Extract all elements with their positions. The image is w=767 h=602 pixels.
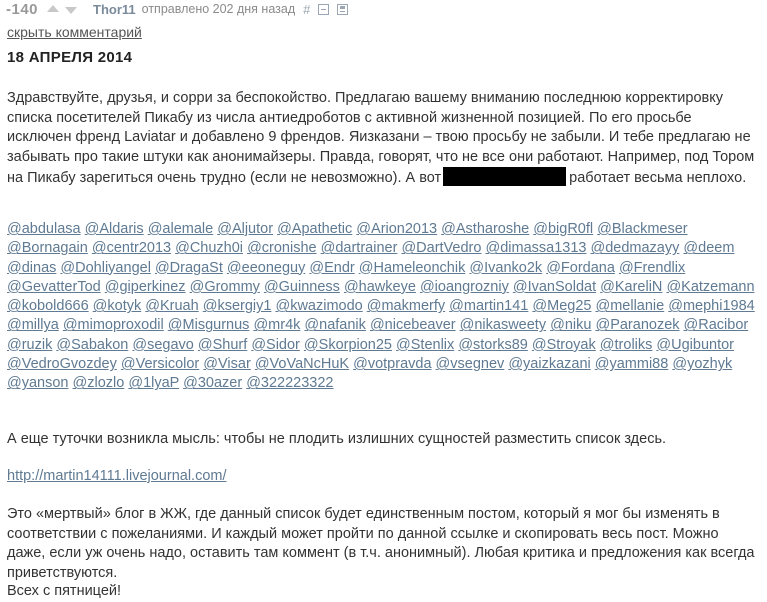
intro-text-end: работает весьма неплохо. — [569, 170, 747, 186]
mention-link[interactable]: @millya — [7, 317, 59, 334]
mention-link[interactable]: @Meg25 — [532, 298, 592, 315]
mention-link[interactable]: @Frendlix — [618, 259, 686, 276]
mention-link[interactable]: @GevatterTod — [7, 278, 101, 295]
mention-link[interactable]: @Aljutor — [217, 221, 274, 237]
mention-link[interactable]: @Dohliyangel — [60, 259, 151, 276]
mention-link[interactable]: @Bornagain — [7, 240, 88, 257]
mention-link[interactable]: @mephi1984 — [668, 298, 755, 315]
post-date: 18 АПРЕЛЯ 2014 — [7, 49, 133, 66]
livejournal-link[interactable]: http://martin14111.livejournal.com/ — [7, 468, 227, 484]
mention-link[interactable]: @deem — [683, 240, 735, 257]
mention-link[interactable]: @Stenlix — [396, 336, 455, 353]
mention-link[interactable]: @IvanSoldat — [512, 278, 597, 295]
mention-link[interactable]: @Misgurnus — [167, 317, 250, 334]
mention-link[interactable]: @makmerfy — [366, 298, 446, 315]
mention-link[interactable]: @Blackmeser — [597, 221, 688, 237]
mention-link[interactable]: @eeoneguy — [226, 259, 306, 276]
mention-link[interactable]: @giperkinez — [104, 278, 186, 295]
mention-link[interactable]: @Sidor — [251, 336, 300, 353]
mention-link[interactable]: @zlozlo — [72, 375, 125, 392]
mention-link[interactable]: @Katzemann — [666, 278, 755, 295]
mention-link[interactable]: @storks89 — [458, 336, 528, 353]
mention-link[interactable]: @nikasweety — [459, 317, 547, 334]
intro-paragraph — [7, 89, 759, 189]
mention-link[interactable]: @yanson — [7, 375, 69, 392]
mention-link[interactable]: @segavo — [132, 336, 194, 353]
mention-link[interactable]: @alemale — [147, 221, 214, 237]
mentions-list — [7, 220, 759, 394]
vote-up-icon[interactable] — [47, 5, 59, 12]
mention-link[interactable]: @Sabakon — [56, 336, 129, 353]
mention-link[interactable]: @Visar — [203, 356, 251, 373]
save-icon[interactable] — [337, 4, 348, 15]
mention-link[interactable]: @kobold666 — [7, 298, 89, 315]
mention-link[interactable]: @Arion2013 — [356, 221, 438, 237]
mention-link[interactable]: @dedmazayy — [590, 240, 680, 257]
redacted-block — [443, 167, 566, 186]
mention-link[interactable]: @Shurf — [197, 336, 248, 353]
mention-link[interactable]: @KareliN — [600, 278, 663, 295]
mention-link[interactable]: @322223322 — [246, 375, 334, 392]
comment-posted-time: отправлено 202 дня назад — [141, 2, 296, 16]
mention-link[interactable]: @nicebeaver — [369, 317, 456, 334]
mention-link[interactable]: @1lyaP — [128, 375, 180, 392]
mention-link[interactable]: @dimassa1313 — [485, 240, 587, 257]
mention-link[interactable]: @Guinness — [263, 278, 340, 295]
mention-link[interactable]: @ksergiy1 — [202, 298, 272, 315]
mention-link[interactable]: @cronishe — [247, 240, 317, 257]
mention-link[interactable]: @niku — [550, 317, 592, 334]
mention-link[interactable]: @yozhyk — [672, 356, 733, 373]
permalink-icon[interactable]: # — [303, 1, 311, 17]
mention-link[interactable]: @Ivanko2k — [469, 259, 543, 276]
mention-link[interactable]: @VedroGvozdey — [7, 356, 117, 373]
mention-link[interactable]: @votpravda — [353, 356, 432, 373]
mention-link[interactable]: @mimoproxodil — [62, 317, 164, 334]
mention-link[interactable]: @Grommy — [189, 278, 260, 295]
mention-link[interactable]: @centr2013 — [91, 240, 172, 257]
mention-link[interactable]: @mr4k — [253, 317, 301, 334]
mention-link[interactable]: @kotyk — [92, 298, 142, 315]
mention-link[interactable]: @Paranozek — [595, 317, 680, 334]
mention-link[interactable]: @martin141 — [449, 298, 529, 315]
hide-comment-link[interactable]: скрыть комментарий — [7, 24, 142, 40]
collapse-icon[interactable] — [318, 4, 329, 15]
mention-link[interactable]: @Apathetic — [277, 221, 353, 237]
mention-link[interactable]: @Fordana — [546, 259, 615, 276]
mention-link[interactable]: @Hameleonchik — [358, 259, 466, 276]
mention-link[interactable]: @mellanie — [595, 298, 665, 315]
closing-line: Всех с пятницей! — [7, 583, 122, 599]
comment-header — [0, 0, 348, 18]
mention-link[interactable]: @bigR0fl — [533, 221, 594, 237]
comment-author[interactable]: Thor11 — [93, 1, 136, 17]
mention-link[interactable]: @ioangrozniy — [419, 278, 509, 295]
mention-link[interactable]: @Astharoshe — [441, 221, 530, 237]
mention-link[interactable]: @Kruah — [145, 298, 199, 315]
blog-description-paragraph: Это «мертвый» блог в ЖЖ, где данный список будет единственным постом, который я мог бы изменять в соответствии с пожеланиями. И каждый может пройти по данной ссылке и скопировать весь пост. Можно даже, если уж очень надо, оставить там коммент (в т.ч. анонимный). Любая критика и предложения как всегда приветствуются. — [7, 506, 755, 581]
mention-link[interactable]: @Stroyak — [531, 336, 596, 353]
mention-link[interactable]: @yaizkazani — [508, 356, 591, 373]
mention-link[interactable]: @Skorpion25 — [303, 336, 392, 353]
vote-down-icon[interactable] — [65, 7, 77, 14]
mention-link[interactable]: @troliks — [599, 336, 653, 353]
mention-link[interactable]: @vsegnev — [435, 356, 505, 373]
mention-link[interactable]: @Aldaris — [84, 221, 144, 237]
mention-link[interactable]: @Ugibuntor — [656, 336, 735, 353]
mention-link[interactable]: @yammi88 — [594, 356, 669, 373]
mention-link[interactable]: @hawkeye — [343, 278, 416, 295]
mention-link[interactable]: @DragaSt — [154, 259, 223, 276]
mention-link[interactable]: @Racibor — [683, 317, 749, 334]
mention-link[interactable]: @30azer — [183, 375, 243, 392]
mention-link[interactable]: @VoVaNcHuK — [254, 356, 350, 373]
mention-link[interactable]: @Versicolor — [120, 356, 200, 373]
mention-link[interactable]: @DartVedro — [401, 240, 482, 257]
mention-link[interactable]: @abdulasa — [7, 221, 81, 237]
intro-text: Здравствуйте, друзья, и сорри за беспокойство. Предлагаю вашему вниманию последнюю корректировку списка посетителей Пикабу из числа антиедроботов с активной жизненной позицией. По его просьбе исключен френд Laviatar и добавлено 9 френдов. Яизказани – твою просьбу не забыли. И тебе предлагаю не забывать про такие штуки как анонимайзеры. Правда, говорят, что не все они работают. Например, под Тором на Пикабу зарегиться очень трудно (если не невозможно). А вот — [7, 90, 755, 186]
mention-link[interactable]: @dartrainer — [320, 240, 398, 257]
mention-link[interactable]: @dinas — [7, 259, 57, 276]
idea-paragraph: А еще туточки возникла мысль: чтобы не плодить излишних сущностей разместить список здесь. — [7, 431, 667, 447]
mention-link[interactable]: @kwazimodo — [275, 298, 363, 315]
mention-link[interactable]: @ruzik — [7, 336, 53, 353]
mention-link[interactable]: @nafanik — [304, 317, 366, 334]
mention-link[interactable]: @Chuzh0i — [175, 240, 244, 257]
comment-rating: -140 — [6, 0, 39, 18]
mention-link[interactable]: @Endr — [309, 259, 355, 276]
